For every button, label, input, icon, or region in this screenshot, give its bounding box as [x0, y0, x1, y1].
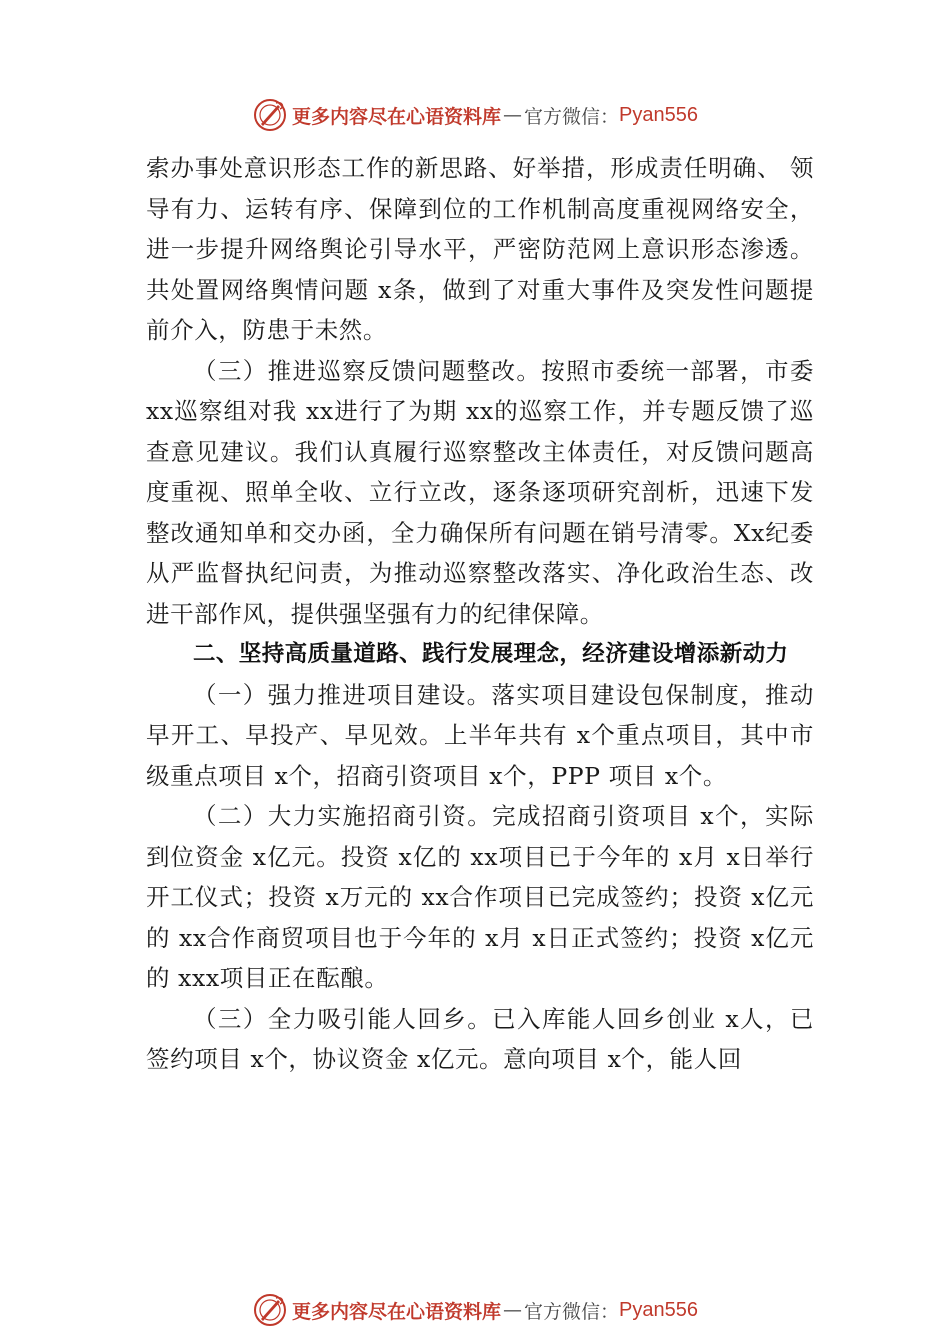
watermark-brand: 更多内容尽在心语资料库	[292, 1300, 502, 1323]
paragraph-continued: 索办事处意识形态工作的新思路、好举措，形成责任明确、 领导有力、运转有序、保障到位的工作机制高度重视网络安全，进一步提升网络舆论引导水平，严密防范网上意识形态渗透。共处置网络舆情问题 x条，做到了对重大事件及突发性问题提前介入，防患于未然。	[146, 154, 814, 344]
section-heading-economy: 二、坚持高质量道路、践行发展理念，经济建设增添新动力	[193, 641, 789, 667]
watermark-brand: 更多内容尽在心语资料库	[292, 105, 502, 128]
paragraph-investment-attraction: （二）大力实施招商引资。完成招商引资项目 x个，实际到位资金 x亿元。投资 x亿的 xx项目已于今年的 x月 x日举行开工仪式；投资 x万元的 xx合作项目已完成签约；投资 x亿元的 xx合作商贸项目也于今年的 x月 x日正式签约；投资 x亿元的 xxx项目正在酝酿。	[146, 802, 814, 992]
paragraph-inspection-rectification: （三）推进巡察反馈问题整改。按照市委统一部署，市委 xx巡察组对我 xx进行了为期 xx的巡察工作，并专题反馈了巡查意见建议。我们认真履行巡察整改主体责任，对反馈问题高度重视、照单全收、立行立改，逐条逐项研究剖析，迅速下发整改通知单和交办函，全力确保所有问题在销号清零。Xx纪委从严监督执纪问责，为推动巡察整改落实、净化政治生态、改进干部作风，提供强坚强有力的纪律保障。	[146, 356, 814, 628]
watermark-footer	[0, 1290, 950, 1330]
document-body	[146, 148, 814, 1080]
paragraph-project-construction: （一）强力推进项目建设。落实项目建设包保制度，推动早开工、早投产、早见效。上半年共有 x个重点项目，其中市级重点项目 x个，招商引资项目 x个，PPP 项目 x个。	[146, 680, 814, 790]
quill-seal-icon	[252, 97, 288, 133]
watermark-wechat-id: Pyan556	[619, 103, 698, 126]
quill-seal-icon	[252, 1292, 288, 1328]
watermark-dash: —	[503, 1299, 523, 1321]
watermark-wechat-label: 官方微信：	[524, 105, 620, 128]
watermark-wechat-id: Pyan556	[619, 1298, 698, 1321]
watermark-header	[0, 95, 950, 135]
paragraph-talent-return: （三）全力吸引能人回乡。已入库能人回乡创业 x人，已签约项目 x个，协议资金 x亿元。意向项目 x个，能人回	[146, 1004, 814, 1073]
watermark-dash: —	[503, 104, 523, 126]
watermark-wechat-label: 官方微信：	[524, 1300, 620, 1323]
